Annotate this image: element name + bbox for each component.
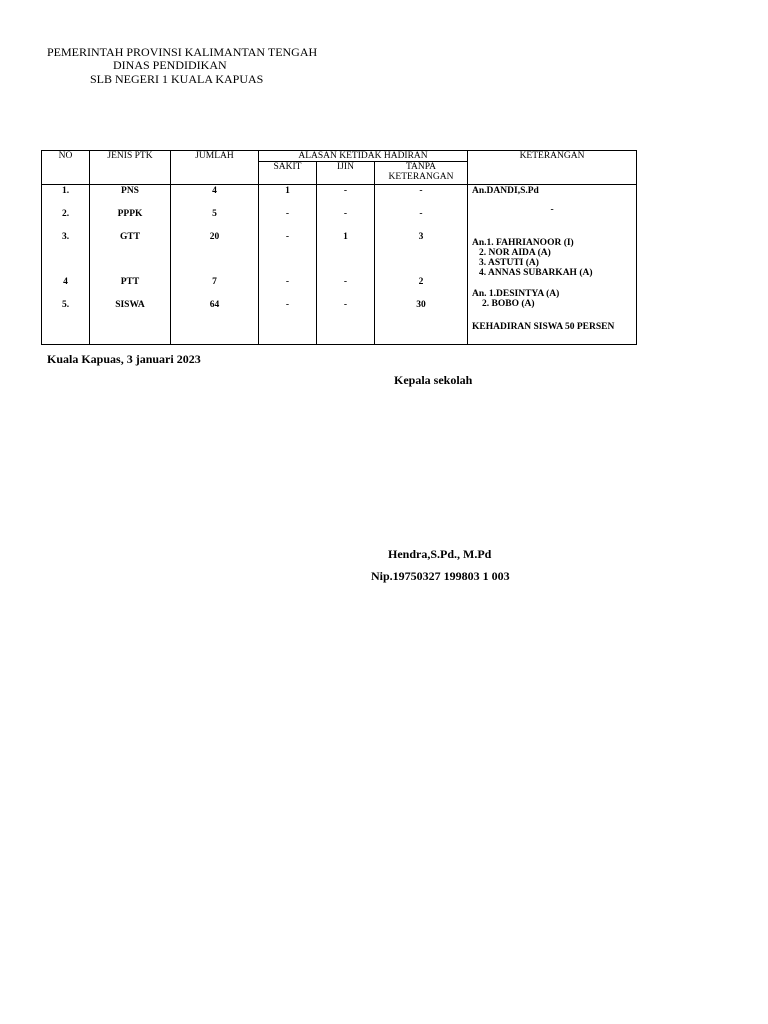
keterangan-ptt-1: An. 1.DESINTYA (A) xyxy=(472,289,560,299)
keterangan-gtt-3: 3. ASTUTI (A) xyxy=(479,258,539,268)
row-2-ijin: - xyxy=(343,209,348,219)
row-3-jenis: GTT xyxy=(119,232,141,242)
col-header-alasan: ALASAN KETIDAK HADIRAN xyxy=(259,151,468,162)
col-header-keterangan: KETERANGAN xyxy=(468,151,637,185)
keterangan-ptt-2: 2. BOBO (A) xyxy=(482,299,535,309)
row-1-sakit: 1 xyxy=(285,186,290,196)
col-header-tanpa-line1: TANPA xyxy=(405,162,437,172)
keterangan-gtt-2: 2. NOR AIDA (A) xyxy=(479,248,551,258)
column-ijin xyxy=(317,185,375,345)
row-2-no: 2. xyxy=(61,209,70,219)
row-2-jenis: PPPK xyxy=(117,209,143,219)
row-4-jumlah: 7 xyxy=(212,277,217,287)
row-4-jenis: PTT xyxy=(120,277,140,287)
row-1-jenis: PNS xyxy=(121,186,139,196)
row-1-jumlah: 4 xyxy=(212,186,217,196)
keterangan-siswa: KEHADIRAN SISWA 50 PERSEN xyxy=(472,322,615,332)
header-line-department: DINAS PENDIDIKAN xyxy=(113,58,227,72)
column-jumlah xyxy=(171,185,259,345)
row-4-tanpa: 2 xyxy=(418,277,424,287)
col-header-ijin: IJIN xyxy=(317,162,375,185)
col-header-sakit: SAKIT xyxy=(259,162,317,185)
row-5-jenis: SISWA xyxy=(115,300,145,310)
column-keterangan xyxy=(468,185,637,345)
col-header-tanpa-keterangan xyxy=(375,162,468,185)
col-header-no: NO xyxy=(42,151,90,185)
column-no xyxy=(42,185,90,345)
keterangan-gtt-1: An.1. FAHRIANOOR (I) xyxy=(472,238,574,248)
row-2-jumlah: 5 xyxy=(212,209,217,219)
row-3-jumlah: 20 xyxy=(209,232,220,242)
signatory-nip: Nip.19750327 199803 1 003 xyxy=(371,569,510,583)
column-jenis-ptk xyxy=(90,185,171,345)
keterangan-pns: An.DANDI,S.Pd xyxy=(472,186,539,196)
row-4-ijin: - xyxy=(343,277,348,287)
header-line-government: PEMERINTAH PROVINSI KALIMANTAN TENGAH xyxy=(47,45,318,59)
keterangan-gtt-4: 4. ANNAS SUBARKAH (A) xyxy=(479,268,593,278)
row-5-tanpa: 30 xyxy=(416,300,426,310)
row-3-no: 3. xyxy=(61,232,70,242)
row-1-no: 1. xyxy=(61,186,70,196)
col-header-tanpa-line2: KETERANGAN xyxy=(388,172,454,182)
row-4-no: 4 xyxy=(63,277,68,287)
row-3-tanpa: 3 xyxy=(418,232,424,242)
col-header-jenis-ptk: JENIS PTK xyxy=(90,151,171,185)
row-5-sakit: - xyxy=(285,300,290,310)
column-sakit xyxy=(259,185,317,345)
row-3-sakit: - xyxy=(285,232,290,242)
row-3-ijin: 1 xyxy=(343,232,348,242)
row-5-jumlah: 64 xyxy=(209,300,220,310)
signatory-title: Kepala sekolah xyxy=(394,373,473,387)
col-header-jumlah: JUMLAH xyxy=(171,151,259,185)
keterangan-pppk: - xyxy=(550,205,554,215)
attendance-table xyxy=(41,150,637,345)
row-2-tanpa: - xyxy=(419,209,423,219)
signatory-name: Hendra,S.Pd., M.Pd xyxy=(388,547,492,561)
row-5-no: 5. xyxy=(61,300,70,310)
place-date: Kuala Kapuas, 3 januari 2023 xyxy=(47,352,201,366)
row-4-sakit: - xyxy=(285,277,290,287)
header-line-school: SLB NEGERI 1 KUALA KAPUAS xyxy=(90,72,264,86)
row-1-tanpa: - xyxy=(419,186,423,196)
row-1-ijin: - xyxy=(343,186,348,196)
column-tanpa-keterangan xyxy=(375,185,468,345)
row-2-sakit: - xyxy=(285,209,290,219)
row-5-ijin: - xyxy=(343,300,348,310)
